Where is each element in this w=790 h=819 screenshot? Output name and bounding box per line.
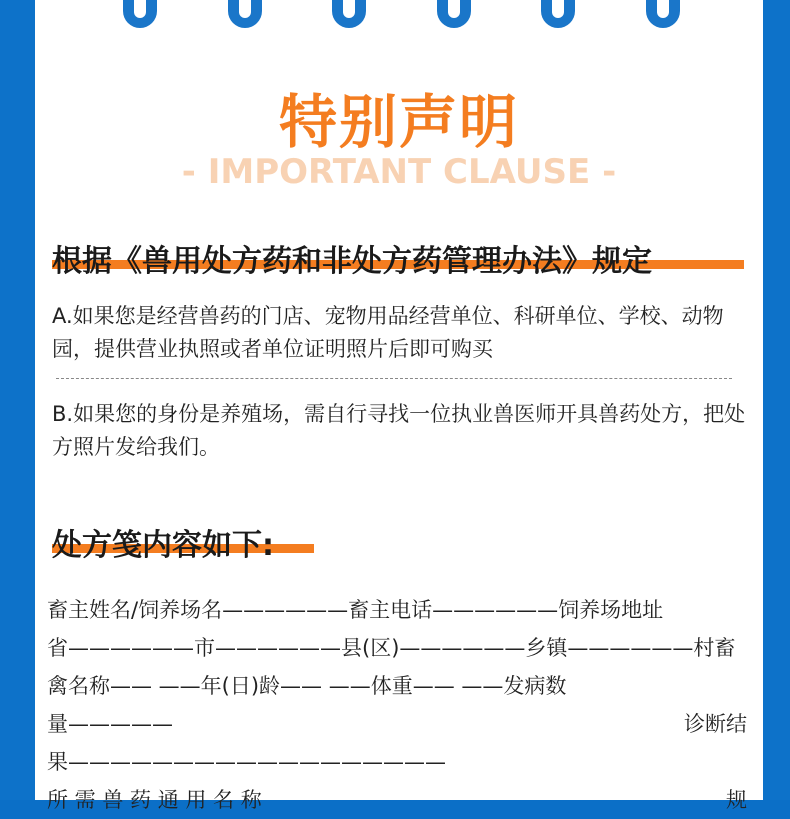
binder-ring-icon (437, 0, 471, 30)
right-border (763, 0, 790, 800)
binder-ring-icon (228, 0, 262, 30)
binder-ring-icon (646, 0, 680, 30)
form-line: 省——————市——————县(区)——————乡镇——————村畜 (47, 636, 736, 660)
page-title: 特别声明 (278, 88, 519, 156)
dashed-divider (56, 378, 732, 379)
prescription-form (47, 591, 747, 819)
form-line: 量————— 诊断结 (47, 712, 747, 736)
binder-ring-icon (123, 0, 157, 30)
form-line: 禽名称—— ——年(日)龄—— ——体重—— ——发病数 (47, 674, 567, 698)
binder-ring-icon (332, 0, 366, 30)
clause-a: A.如果您是经营兽药的门店、宠物用品经营单位、科研单位、学校、动物园，提供营业执照或者单位证明照片后即可购买 (52, 304, 724, 361)
notice-card (35, 0, 763, 812)
binder-ring-icon (541, 0, 575, 30)
page-subtitle: - IMPORTANT CLAUSE - (181, 152, 617, 192)
form-line: 畜主姓名/饲养场名——————畜主电话——————饲养场地址 (47, 598, 664, 622)
section-heading-text: 根据《兽用处方药和非处方药管理办法》规定 (52, 244, 652, 279)
section-heading-regulation (52, 236, 652, 280)
clause-b: B.如果您的身份是养殖场，需自行寻找一位执业兽医师开具兽药处方，把处方照片发给我们。 (52, 402, 746, 459)
left-border (0, 0, 35, 800)
section-heading-text: 处方笺内容如下: (52, 528, 274, 563)
form-line: 所 需 兽 药 通 用 名 称 规 (47, 788, 747, 812)
section-heading-prescription (52, 520, 274, 564)
form-line: 果—————————————————— (47, 750, 446, 774)
